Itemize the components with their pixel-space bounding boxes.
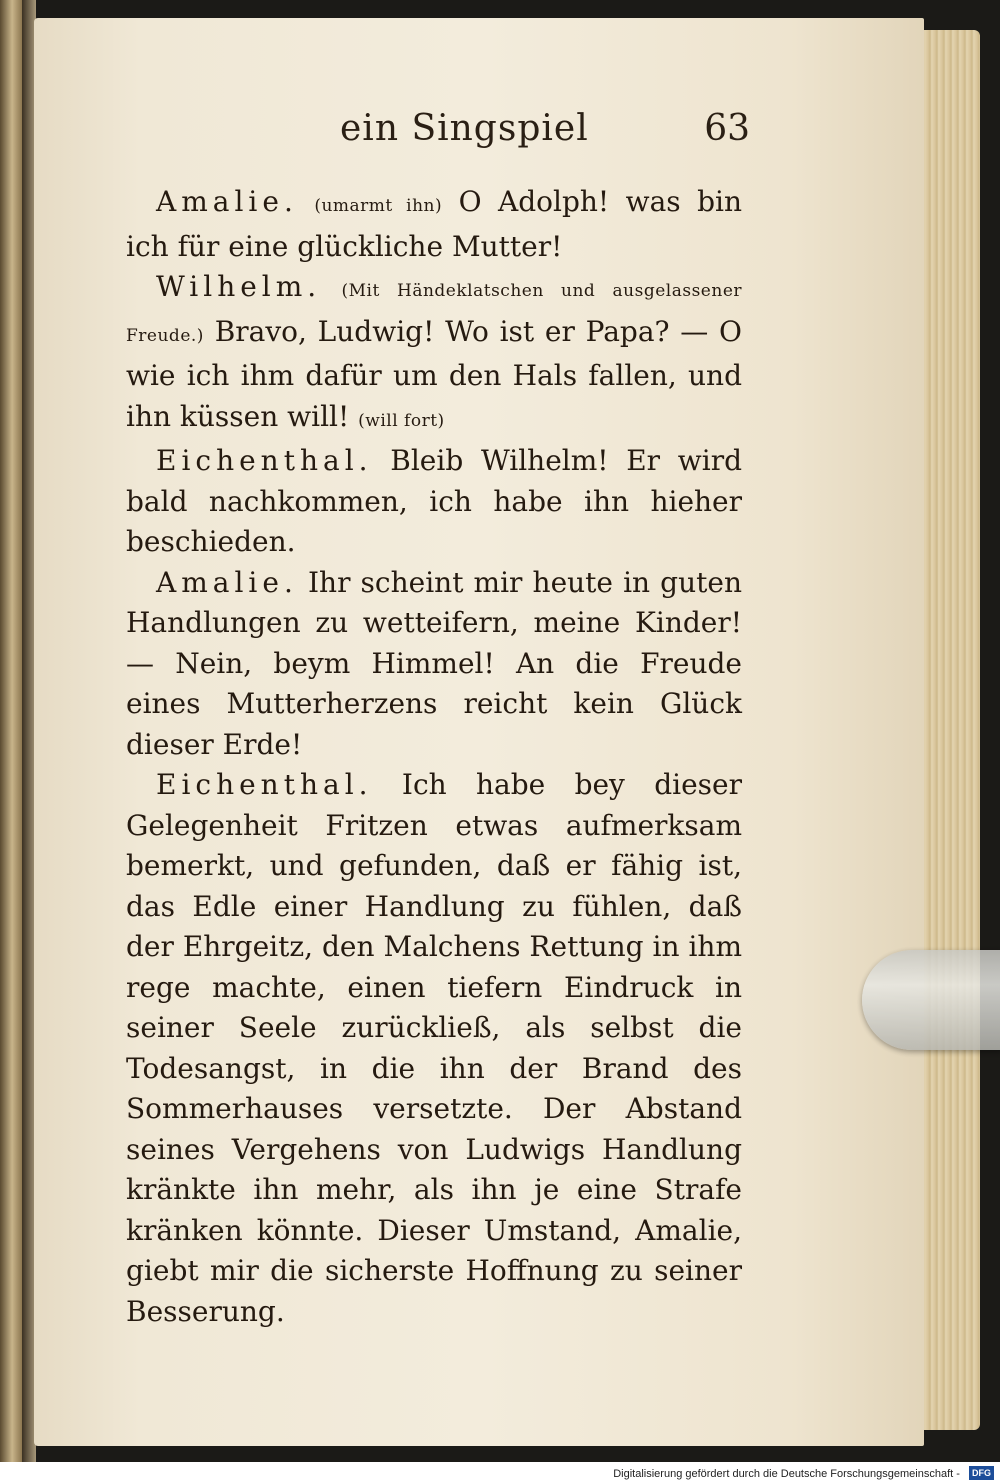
dialogue-text: Bravo, Ludwig! Wo ist er Papa? — O wie ich ihm dafür um den Hals fallen, und ihn küssen will! — [126, 314, 742, 433]
digitization-footer — [0, 1462, 1000, 1480]
scanner-clamp — [862, 950, 1000, 1050]
left-page-edge — [0, 0, 22, 1462]
dialogue-text: O Adolph! was bin ich für eine glückliche Mutter! — [126, 185, 743, 263]
dialogue-paragraph — [126, 441, 742, 563]
dfg-logo: DFG — [969, 1466, 994, 1480]
speaker-name: Wilhelm. — [156, 270, 322, 303]
stage-direction-end: (will fort) — [358, 410, 445, 431]
speaker-name: Amalie. — [156, 565, 298, 599]
page-number: 63 — [704, 108, 750, 149]
dialogue-text: Ich habe bey dieser Gelegenheit Fritzen etwas aufmerksam bemerkt, und gefunden, daß er fähig ist, das Edle einer Handlung zu fühlen, daß der Ehrgeitz, den Malchens Rettung in ihm rege machte, einen tiefern Eindruck in seiner Seele zurückließ, als selbst die Todesangst, in die ihn der Brand des Sommerhauses versetzte. Der Abstand seines Vergehens von Ludwigs Handlung kränkte ihn mehr, als ihn je eine Strafe kränken könnte. Dieser Umstand, Amalie, giebt mir die sicherste Hoffnung zu seiner Besserung. — [126, 768, 742, 1328]
dialogue-paragraph — [126, 563, 742, 766]
page-header — [340, 108, 750, 158]
stage-direction: (Mit Händeklatschen und ausgelassener Freude.) — [126, 281, 743, 346]
dialogue-paragraph — [126, 182, 742, 267]
dialogue-paragraph — [126, 267, 742, 441]
page-body — [126, 182, 742, 1332]
dialogue-text: Ihr scheint mir heute in guten Handlungen zu wetteifern, meine Kinder! — Nein, beym Himmel! An die Freude eines Mutterherzens reicht kein Glück dieser Erde! — [126, 565, 742, 761]
running-title: ein Singspiel — [340, 108, 589, 149]
speaker-name: Eichenthal. — [156, 444, 373, 477]
page-edge-stack — [918, 30, 980, 1430]
dialogue-paragraph — [126, 765, 742, 1332]
dialogue-text: Bleib Wilhelm! Er wird bald nachkommen, ich habe ihn hieher beschieden. — [126, 444, 742, 558]
speaker-name: Eichenthal. — [156, 768, 373, 801]
speaker-name: Amalie. — [156, 185, 298, 218]
footer-credit: Digitalisierung gefördert durch die Deutsche Forschungsgemeinschaft - — [613, 1468, 960, 1480]
stage-direction: (umarmt ihn) — [314, 196, 443, 216]
